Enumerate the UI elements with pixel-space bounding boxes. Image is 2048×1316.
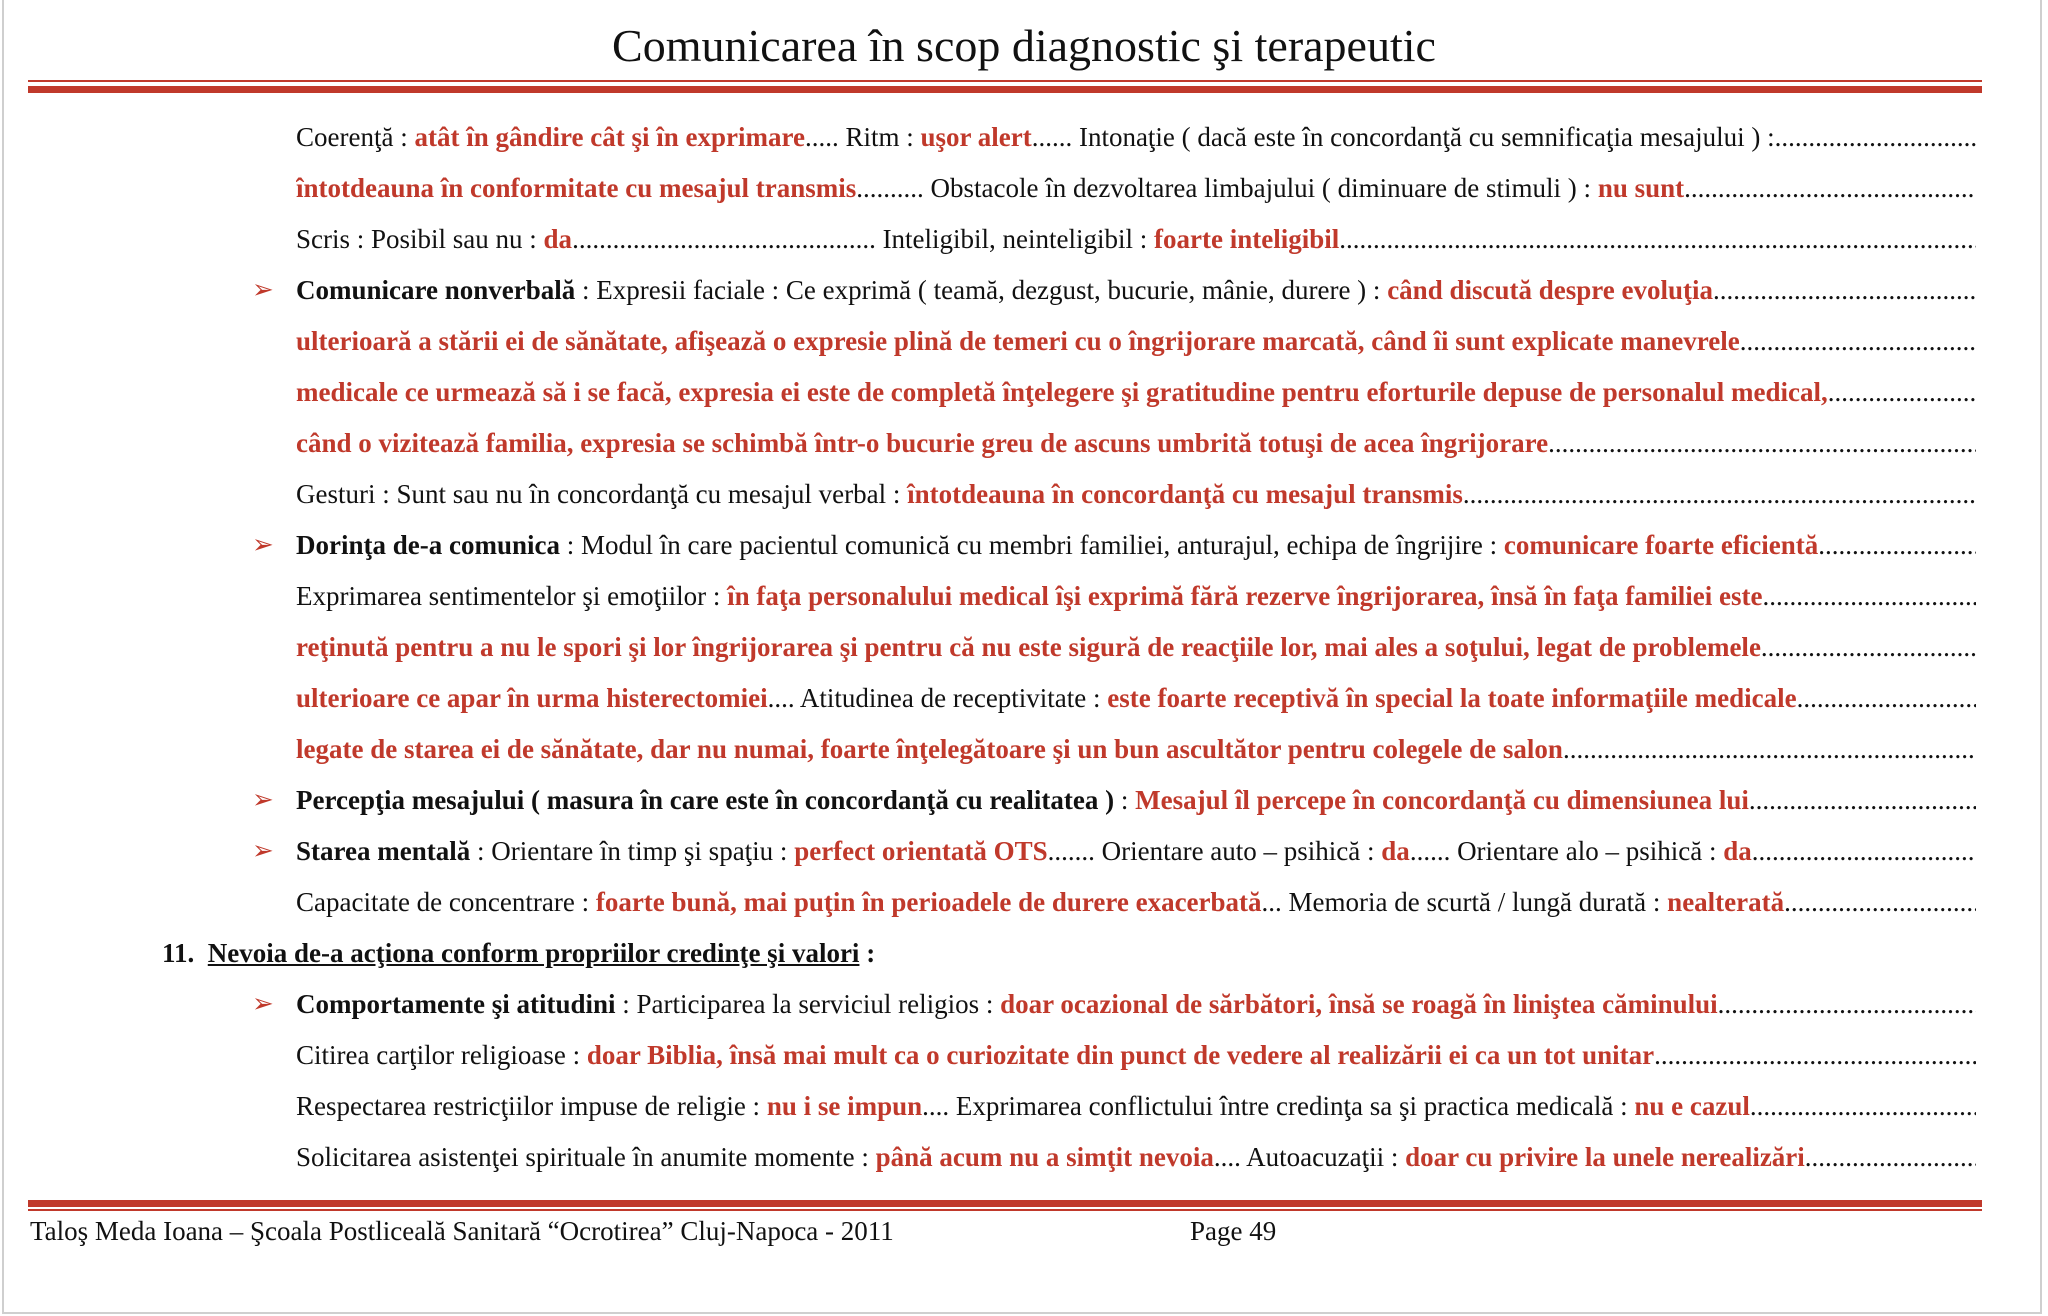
answer-receptivitate: este foarte receptivă în special la toate informaţiile medicale (1107, 683, 1797, 713)
label-comunicare-nonverbala: Comunicare nonverbală (296, 275, 576, 305)
answer-memoria: nealterată (1667, 887, 1785, 917)
text-line-restrictii (296, 1086, 1976, 1126)
text-line-citirea (296, 1035, 1976, 1075)
answer-concentrare: foarte bună, mai puţin în perioadele de durere exacerbată (595, 887, 1262, 917)
label-coerenta: Coerenţă : (296, 122, 415, 152)
answer-citirea: doar Biblia, însă mai mult ca o curiozitate din punct de vedere al realizării ei ca un tot unitar (586, 1040, 1655, 1070)
answer-continuation: ulterioare ce apar în urma histerectomiei (296, 683, 768, 713)
bullet-arrow-icon: ➢ (252, 836, 274, 866)
answer-continuation: medicale ce urmează să i se facă, expresia ei este de completă înţelegere şi gratitudine pentru eforturile depuse de personalul medical, (296, 377, 1828, 407)
text-line-coerenta (296, 117, 1976, 157)
header-rule-thick (28, 86, 1982, 93)
answer-orientare-timp: perfect orientată OTS (794, 836, 1048, 866)
answer-restrictii: nu i se impun (766, 1091, 923, 1121)
text-line-continuation (296, 729, 1976, 769)
footer-author: Taloş Meda Ioana – Şcoala Postliceală Sanitară “Ocrotirea” Cluj-Napoca - 2011 (30, 1216, 894, 1246)
label-orientare-alo: ...... Orientare alo – psihică : (1409, 836, 1724, 866)
answer-continuation: când o vizitează familia, expresia se schimbă într-o bucurie greu de ascuns umbrită totuşi de acea îngrijorare (296, 428, 1549, 458)
answer-coerenta: atât în gândire cât şi în exprimare (414, 122, 805, 152)
footer-rule-thick (28, 1200, 1982, 1207)
label-citirea: Citirea carţilor religioase : (296, 1040, 587, 1070)
label-concentrare: Capacitate de concentrare : (296, 887, 596, 917)
header-rule-thin (28, 80, 1982, 82)
label-ritm: ..... Ritm : (804, 122, 921, 152)
label-orientare-timp: : Orientare în timp şi spaţiu : (470, 836, 795, 866)
section-colon: : (859, 938, 876, 968)
answer-asistenta: până acum nu a simţit nevoia (875, 1142, 1214, 1172)
label-conflict: .... Exprimarea conflictului între credinţa sa şi practica medicală : (922, 1091, 1635, 1121)
section-title: Nevoia de-a acţiona conform propriilor credinţe şi valori (207, 938, 860, 968)
bullet-arrow-icon: ➢ (252, 989, 274, 1019)
label-autoacuzatii: .... Autoacuzaţii : (1213, 1142, 1406, 1172)
answer-inteligibil: foarte inteligibil (1154, 224, 1340, 254)
text-line-gesturi (296, 474, 1976, 514)
answer-orientare-auto: da (1381, 836, 1410, 866)
text-line-sentimente (296, 576, 1976, 616)
section-heading (162, 933, 875, 973)
text-line-intonatie-answer (296, 168, 1976, 208)
answer-continuation: legate de starea ei de sănătate, dar nu numai, foarte înţelegătoare şi un bun ascultător pentru colegele de salon (296, 734, 1563, 764)
text-line-starea-mentala (296, 831, 1976, 871)
label-gesturi: Gesturi : Sunt sau nu în concordanţă cu mesajul verbal : (296, 479, 908, 509)
label-obstacole: .......... Obstacole în dezvoltarea limbajului ( diminuare de stimuli ) : (856, 173, 1598, 203)
label-scris: Scris : Posibil sau nu : (296, 224, 544, 254)
label-receptivitate: .... Atitudinea de receptivitate : (767, 683, 1108, 713)
label-perceptia-mesajului: Percepţia mesajului ( masura în care este în concordanţă cu realitatea ) (296, 785, 1115, 815)
answer-orientare-alo: da (1723, 836, 1752, 866)
bullet-arrow-icon: ➢ (252, 530, 274, 560)
answer-gesturi: întotdeauna în concordanţă cu mesajul transmis (907, 479, 1463, 509)
answer-sentimente: în faţa personalului medical îşi exprimă fără rezerve îngrijorarea, însă în faţa familiei este (727, 581, 1763, 611)
footer-rule-thin (28, 1209, 1982, 1211)
answer-intonatie: întotdeauna în conformitate cu mesajul transmis (296, 173, 857, 203)
text-line-receptivitate (296, 678, 1976, 718)
answer-expresii-faciale: când discută despre evoluţia (1387, 275, 1713, 305)
label-starea-mentala: Starea mentală (296, 836, 471, 866)
label-memoria: ... Memoria de scurtă / lungă durată : (1261, 887, 1668, 917)
text-line-concentrare (296, 882, 1976, 922)
bullet-arrow-icon: ➢ (252, 785, 274, 815)
answer-obstacole: nu sunt (1597, 173, 1685, 203)
label-expresii-faciale: : Expresii faciale : Ce exprimă ( teamă, dezgust, bucurie, mânie, durere ) : (575, 275, 1388, 305)
answer-scris: da (543, 224, 573, 254)
answer-ritm: uşor alert (920, 122, 1032, 152)
answer-continuation: reţinută pentru a nu le spori şi lor îngrijorarea şi pentru că nu este sigură de reacţiile lor, mai ales a soţului, legat de problemele (296, 632, 1761, 662)
section-number: 11. (162, 938, 195, 968)
page-title: Comunicarea în scop diagnostic şi terapeutic (612, 20, 1436, 71)
text-line-asistenta (296, 1137, 1976, 1177)
answer-perceptia: Mesajul îl percepe în concordanţă cu dimensiunea lui (1135, 785, 1749, 815)
label-sentimente: Exprimarea sentimentelor şi emoţiilor : (296, 581, 728, 611)
label-asistenta: Solicitarea asistenţei spirituale în anumite momente : (296, 1142, 876, 1172)
bullet-arrow-icon: ➢ (252, 275, 274, 305)
label-restrictii: Respectarea restricţiilor impuse de religie : (296, 1091, 767, 1121)
label-comportamente: Comportamente şi atitudini (296, 989, 616, 1019)
answer-conflict: nu e cazul (1634, 1091, 1750, 1121)
text-line-nonverbala (296, 270, 1976, 310)
label-inteligibil: ............................................. Inteligibil, neinteligibil : (572, 224, 1155, 254)
text-line-continuation (296, 372, 1976, 412)
separator: : (1114, 785, 1136, 815)
answer-continuation: ulterioară a stării ei de sănătate, afişează o expresie plină de temeri cu o îngrijorare marcată, când îi sunt explicate manevrele (296, 326, 1740, 356)
text-line-continuation (296, 627, 1976, 667)
answer-modul-comunicare: comunicare foarte eficientă (1503, 530, 1819, 560)
text-line-perceptia (296, 780, 1976, 820)
text-line-continuation (296, 423, 1976, 463)
label-modul-comunicare: : Modul în care pacientul comunică cu membri familiei, anturajul, echipa de îngrijire : (559, 530, 1504, 560)
answer-autoacuzatii: doar cu privire la unele nerealizări (1405, 1142, 1805, 1172)
answer-serviciul-religios: doar ocazional de sărbători, însă se roagă în liniştea căminului (1000, 989, 1718, 1019)
label-orientare-auto: ....... Orientare auto – psihică : (1047, 836, 1382, 866)
text-line-continuation (296, 321, 1976, 361)
label-serviciul-religios: : Participarea la serviciul religios : (615, 989, 1001, 1019)
text-line-comportamente (296, 984, 1976, 1024)
text-line-scris (296, 219, 1976, 259)
text-line-dorinta (296, 525, 1976, 565)
label-dorinta-comunica: Dorinţa de-a comunica (296, 530, 560, 560)
footer-page-number: Page 49 (1190, 1216, 1277, 1246)
label-intonatie: ...... Intonaţie ( dacă este în concordanţă cu semnificaţia mesajului ) : (1031, 122, 1775, 152)
